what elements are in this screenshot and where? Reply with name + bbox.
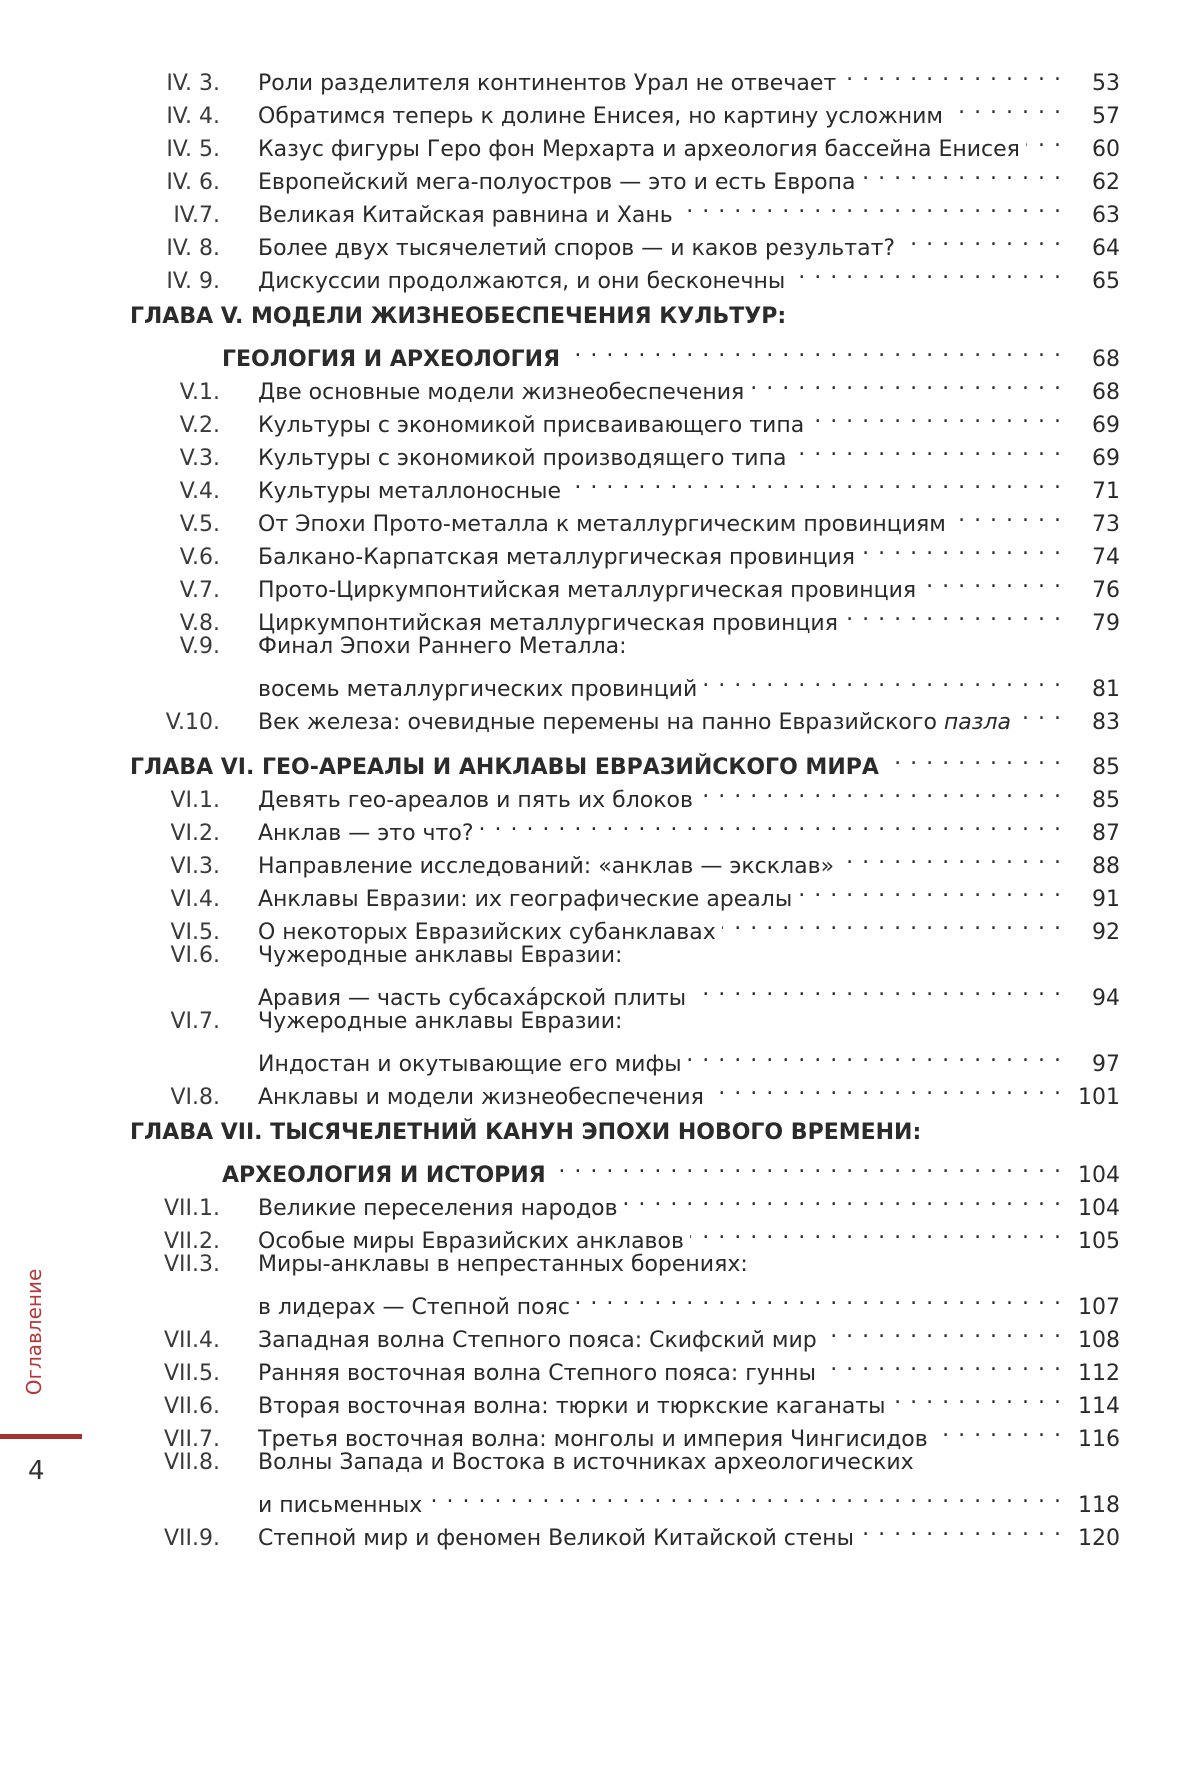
entry-number: VI.8. <box>170 1085 220 1110</box>
entry-page: 68 <box>1092 380 1120 405</box>
entry-title-text: От Эпохи Прото-металла к металлургическим провинциям <box>258 512 946 537</box>
entry-page: 114 <box>1078 1394 1120 1419</box>
entry-title: Миры-анклавы в непрестанных борениях: <box>258 1252 748 1277</box>
toc-entry-continuation <box>130 972 1120 1011</box>
entry-page: 87 <box>1092 821 1120 846</box>
leader-dots <box>1026 123 1062 156</box>
entry-page: 108 <box>1078 1328 1120 1353</box>
entry-number: VII.8. <box>163 1450 220 1475</box>
leader-dots <box>690 1215 1062 1248</box>
accent-bar <box>0 1434 82 1439</box>
entry-title-text: Анклав — это что? <box>258 821 474 846</box>
entry-title-line2: и письменных <box>258 1493 423 1518</box>
entry-number: VII.1. <box>163 1196 220 1221</box>
entry-number: VI.7. <box>170 1009 220 1034</box>
entry-page: 83 <box>1092 710 1120 735</box>
entry-title <box>258 100 943 133</box>
entry-number: VI.4. <box>170 887 220 912</box>
entry-number: VII.4. <box>163 1328 220 1353</box>
entry-title <box>258 199 673 232</box>
leader-dots <box>892 1380 1062 1413</box>
section-chapter6-entries <box>130 774 1120 1110</box>
entry-number: V.2. <box>179 413 220 438</box>
entry-page: 118 <box>1078 1493 1120 1518</box>
entry-title-text: Девять гео-ареалов и пять их блоков <box>258 788 693 813</box>
leader-dots <box>885 741 1062 774</box>
entry-page: 69 <box>1092 413 1120 438</box>
entry-number: IV. 8. <box>166 236 220 261</box>
chapter-5-title-line2: ГЕОЛОГИЯ И АРХЕОЛОГИЯ <box>222 347 561 372</box>
chapter-7-title-line2: АРХЕОЛОГИЯ И ИСТОРИЯ <box>222 1163 546 1188</box>
entry-title-text: Культуры с экономикой производящего типа <box>258 446 787 471</box>
entry-title <box>258 409 804 442</box>
entry-page: 92 <box>1092 920 1120 945</box>
entry-page: 63 <box>1092 203 1120 228</box>
entry-number: VII.5. <box>163 1361 220 1386</box>
entry-page: 76 <box>1092 578 1120 603</box>
entry-title <box>258 508 946 541</box>
entry-title-text: О некоторых Евразийских субанклавах <box>258 920 716 945</box>
entry-title-text: Ранняя восточная волна Степного пояса: гунны <box>258 1361 816 1386</box>
toc-entry <box>130 1248 1120 1281</box>
entry-page: 81 <box>1092 677 1120 702</box>
leader-dots <box>1017 696 1062 729</box>
chapter-6-heading <box>130 741 1120 780</box>
section-chapter4-tail <box>130 57 1120 294</box>
entry-page: 57 <box>1092 104 1120 129</box>
entry-page: 112 <box>1078 1361 1120 1386</box>
entry-title <box>258 850 834 883</box>
entry-page: 88 <box>1092 854 1120 879</box>
entry-number: VII.6. <box>163 1394 220 1419</box>
entry-title <box>258 574 916 607</box>
entry-title-text: Балкано-Карпатская металлургическая провинция <box>258 545 856 570</box>
entry-number: VI.6. <box>170 943 220 968</box>
entry-page: 62 <box>1092 170 1120 195</box>
leader-dots <box>428 1479 1062 1512</box>
chapter-7-heading <box>130 1116 1120 1188</box>
entry-title <box>258 376 744 409</box>
toc-entry <box>130 1446 1120 1479</box>
entry-title-text: Роли разделителя континентов Урал не отвечает <box>258 71 837 96</box>
leader-dots <box>844 597 1062 630</box>
entry-title-text: Вторая восточная волна: тюрки и тюркские каганаты <box>258 1394 886 1419</box>
entry-title-text: Великие переселения народов <box>258 1196 618 1221</box>
entry-page: 91 <box>1092 887 1120 912</box>
entry-page: 65 <box>1092 269 1120 294</box>
entry-title-text: Культуры с экономикой присваивающего типа <box>258 413 805 438</box>
entry-title <box>258 1192 618 1225</box>
leader-dots <box>703 663 1062 696</box>
entry-page: 94 <box>1092 986 1120 1011</box>
entry-number: IV. 9. <box>166 269 220 294</box>
entry-title-text: Дискуссии продолжаются, и они бесконечны <box>258 269 786 294</box>
entry-title: Чужеродные анклавы Евразии: <box>258 943 623 968</box>
toc-entry <box>130 630 1120 663</box>
leader-dots <box>952 498 1062 531</box>
chapter-5-title-line1: ГЛАВА V. МОДЕЛИ ЖИЗНЕОБЕСПЕЧЕНИЯ КУЛЬТУР: <box>130 304 787 329</box>
leader-dots <box>791 255 1062 288</box>
entry-page: 60 <box>1092 137 1120 162</box>
entry-page: 73 <box>1092 512 1120 537</box>
entry-title <box>258 1390 886 1423</box>
entry-number: VI.3. <box>170 854 220 879</box>
entry-title-text: Европейский мега-полуостров — это и есть Европа <box>258 170 856 195</box>
leader-dots <box>566 333 1062 366</box>
entry-title-text: Анклавы и модели жизнеобеспечения <box>258 1085 704 1110</box>
entry-number: VII.2. <box>163 1229 220 1254</box>
entry-title-text: Степной мир и феномен Великой Китайской стены <box>258 1526 854 1551</box>
entry-page: 69 <box>1092 446 1120 471</box>
leader-dots <box>810 399 1062 432</box>
entry-number: V.6. <box>179 545 220 570</box>
entry-title <box>258 1522 854 1555</box>
entry-number: V.4. <box>179 479 220 504</box>
entry-page: 53 <box>1092 71 1120 96</box>
entry-title: Чужеродные анклавы Евразии: <box>258 1009 623 1034</box>
leader-dots <box>798 873 1062 906</box>
entry-number: IV. 4. <box>166 104 220 129</box>
chapter-7-title-line1: ГЛАВА VII. ТЫСЯЧЕЛЕТНИЙ КАНУН ЭПОХИ НОВОГО ВРЕМЕНИ: <box>130 1120 922 1145</box>
chapter-5-page: 68 <box>1092 347 1120 372</box>
entry-number: V.3. <box>179 446 220 471</box>
entry-title-text: Направление исследований: «анклав — эксклав» <box>258 854 835 879</box>
entry-title-text: Культуры металлоносные <box>258 479 562 504</box>
entry-number: V.7. <box>179 578 220 603</box>
entry-page: 104 <box>1078 1196 1120 1221</box>
table-of-contents <box>130 57 1120 1551</box>
entry-number: VI.2. <box>170 821 220 846</box>
chapter-5-heading <box>130 300 1120 372</box>
entry-title-line2: в лидерах — Степной пояс <box>258 1295 570 1320</box>
toc-entry-continuation <box>130 663 1120 702</box>
side-label-text: Оглавление <box>22 1268 46 1396</box>
entry-title-text: Великая Китайская равнина и Хань <box>258 203 673 228</box>
leader-dots <box>699 774 1062 807</box>
entry-title-text: Две основные модели жизнеобеспечения <box>258 380 745 405</box>
entry-title <box>258 1081 704 1114</box>
section-chapter5-entries <box>130 366 1120 735</box>
entry-page: 101 <box>1078 1085 1120 1110</box>
entry-page: 74 <box>1092 545 1120 570</box>
chapter-6-title: ГЛАВА VI. ГЕО-АРЕАЛЫ И АНКЛАВЫ ЕВРАЗИЙСКОГО МИРА <box>130 755 879 780</box>
leader-dots <box>842 57 1062 90</box>
entry-title-text: Обратимся теперь к долине Енисея, но картину усложним <box>258 104 944 129</box>
leader-dots <box>792 432 1062 465</box>
leader-dots <box>567 465 1062 498</box>
leader-dots <box>552 1149 1062 1182</box>
leader-dots <box>861 531 1062 564</box>
entry-page: 79 <box>1092 611 1120 636</box>
entry-title-italic: пазла <box>943 710 1012 735</box>
entry-title <box>258 1357 816 1390</box>
entry-title-text: Век железа: очевидные перемены на панно Евразийского <box>258 710 937 735</box>
entry-title <box>258 67 836 100</box>
entry-title <box>258 817 474 850</box>
entry-number: IV. 6. <box>166 170 220 195</box>
entry-title-line2: восемь металлургических провинций <box>258 677 698 702</box>
entry-number: VII.3. <box>163 1252 220 1277</box>
leader-dots <box>922 564 1062 597</box>
entry-number: VI.5. <box>170 920 220 945</box>
entry-number: IV.7. <box>173 203 220 228</box>
toc-entry-continuation <box>130 1479 1120 1518</box>
entry-page: 120 <box>1078 1526 1120 1551</box>
toc-entry-continuation <box>130 1038 1120 1077</box>
entry-title <box>258 706 1011 739</box>
leader-dots <box>860 1512 1062 1545</box>
entry-page: 85 <box>1092 788 1120 813</box>
leader-dots <box>750 366 1062 399</box>
entry-title <box>258 265 785 298</box>
entry-title-text: Особые миры Евразийских анклавов <box>258 1229 684 1254</box>
entry-page: 64 <box>1092 236 1120 261</box>
leader-dots <box>822 1347 1062 1380</box>
leader-dots <box>861 156 1062 189</box>
leader-dots <box>722 906 1062 939</box>
leader-dots <box>576 1281 1062 1314</box>
toc-entry <box>130 57 1120 96</box>
entry-title-text: Более двух тысячелетий споров — и каков результат? <box>258 236 896 261</box>
entry-title <box>258 541 855 574</box>
chapter-6-page: 85 <box>1092 755 1120 780</box>
entry-title-text: Анклавы Евразии: их географические ареалы <box>258 887 793 912</box>
entry-title <box>258 1324 817 1357</box>
entry-title-line2: Индостан и окутывающие его мифы <box>258 1052 682 1077</box>
leader-dots <box>679 189 1062 222</box>
leader-dots <box>949 90 1062 123</box>
entry-number: IV. 3. <box>166 71 220 96</box>
entry-number: V.10. <box>165 710 220 735</box>
toc-entry-continuation <box>130 1281 1120 1320</box>
entry-page: 116 <box>1078 1427 1120 1452</box>
entry-title-text: Прото-Циркумпонтийская металлургическая провинция <box>258 578 917 603</box>
entry-number: VII.7. <box>163 1427 220 1452</box>
leader-dots <box>823 1314 1062 1347</box>
entry-number: V.1. <box>179 380 220 405</box>
entry-page: 71 <box>1092 479 1120 504</box>
leader-dots <box>692 972 1062 1005</box>
entry-title-text: Циркумпонтийская металлургическая провинция <box>258 611 838 636</box>
entry-title: Волны Запада и Востока в источниках археологических <box>258 1450 914 1475</box>
entry-page: 107 <box>1078 1295 1120 1320</box>
entry-title <box>258 475 561 508</box>
entry-title <box>258 883 792 916</box>
leader-dots <box>480 807 1062 840</box>
entry-page: 105 <box>1078 1229 1120 1254</box>
leader-dots <box>901 222 1062 255</box>
entry-title-text: Казус фигуры Геро фон Мерхарта и археология бассейна Енисея <box>258 137 1020 162</box>
entry-number: V.5. <box>179 512 220 537</box>
leader-dots <box>710 1071 1062 1104</box>
entry-number: IV. 5. <box>166 137 220 162</box>
leader-dots <box>688 1038 1062 1071</box>
entry-number: VII.9. <box>163 1526 220 1551</box>
entry-title: Финал Эпохи Раннего Металла: <box>258 634 627 659</box>
entry-title-line2: Аравия — часть субсаха́рской плиты <box>258 986 687 1011</box>
leader-dots <box>624 1182 1062 1215</box>
entry-number: V.9. <box>179 634 220 659</box>
leader-dots <box>840 840 1062 873</box>
chapter-7-page: 104 <box>1078 1163 1120 1188</box>
page-number: 4 <box>28 1456 45 1486</box>
leader-dots <box>934 1413 1062 1446</box>
entry-number: VI.1. <box>170 788 220 813</box>
entry-number: V.8. <box>179 611 220 636</box>
entry-title-text: Третья восточная волна: монголы и империя Чингисидов <box>258 1427 928 1452</box>
entry-page: 97 <box>1092 1052 1120 1077</box>
section-side-label <box>20 1262 48 1402</box>
entry-title-text: Западная волна Степного пояса: Скифский мир <box>258 1328 817 1353</box>
section-chapter7-entries <box>130 1182 1120 1551</box>
